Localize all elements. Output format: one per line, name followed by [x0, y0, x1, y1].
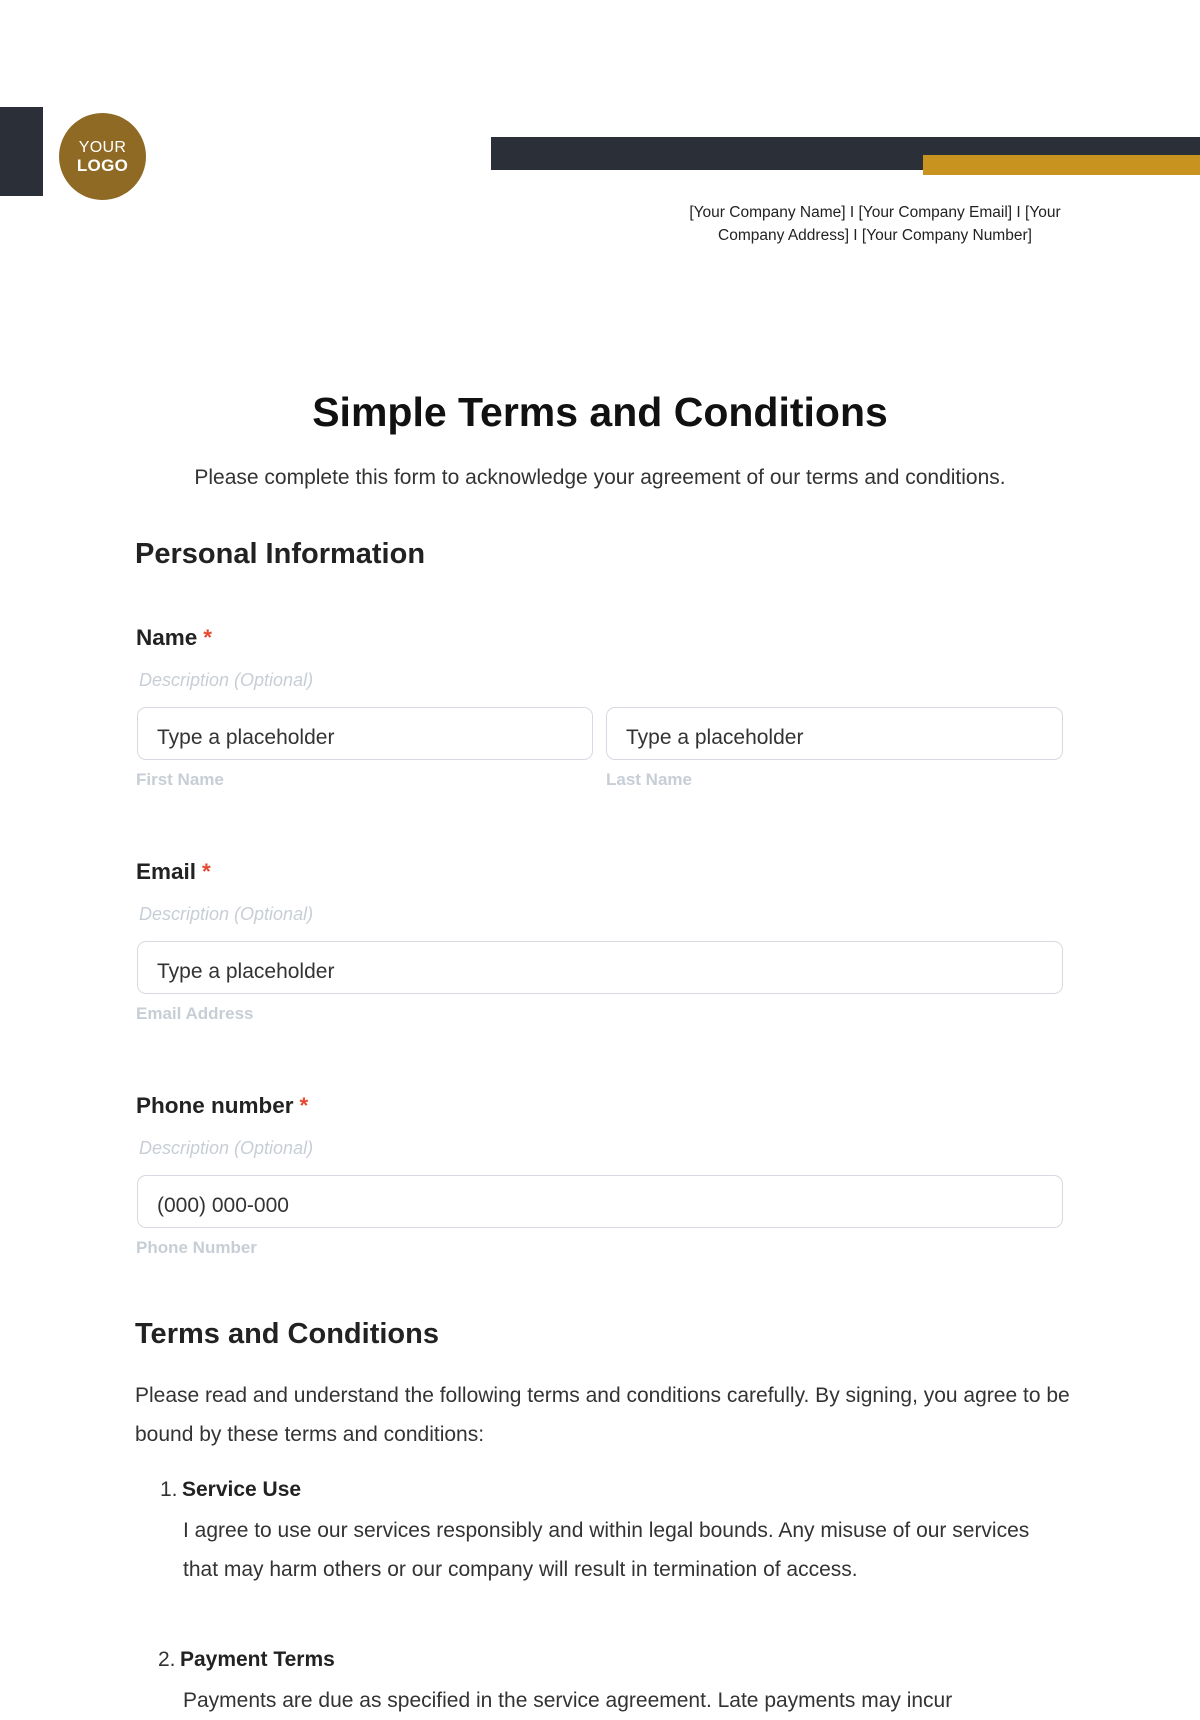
- name-label-text: Name: [136, 625, 198, 650]
- logo-line-1: YOUR: [78, 138, 127, 156]
- last-name-sub-label: Last Name: [606, 770, 692, 789]
- company-info: [Your Company Name] I [Your Company Email] I [Your Company Address] I [Your Company Number]: [689, 204, 1061, 244]
- header-gold-band: [923, 155, 1200, 175]
- header-left-bar: [0, 107, 43, 196]
- email-placeholder: Type a placeholder: [157, 960, 335, 983]
- terms-item-1-number: 1.: [160, 1478, 178, 1501]
- required-asterisk: *: [299, 1093, 309, 1118]
- phone-placeholder: (000) 000-000: [157, 1194, 289, 1217]
- phone-sub-label: Phone Number: [136, 1238, 257, 1257]
- terms-item-2-header: [158, 1648, 335, 1672]
- email-label-text: Email: [136, 859, 197, 884]
- email-label: [136, 859, 211, 885]
- email-description[interactable]: Description (Optional): [139, 904, 314, 924]
- required-asterisk: *: [203, 625, 213, 650]
- page-title: Simple Terms and Conditions: [312, 389, 888, 435]
- phone-description[interactable]: Description (Optional): [139, 1138, 314, 1158]
- terms-item-2-title: Payment Terms: [179, 1648, 335, 1671]
- required-asterisk: *: [202, 859, 211, 884]
- personal-info-heading: Personal Information: [135, 538, 426, 570]
- terms-item-2-number: 2.: [158, 1648, 176, 1671]
- last-name-input[interactable]: [606, 707, 1063, 760]
- company-logo: [59, 113, 146, 200]
- phone-label-text: Phone number: [136, 1093, 294, 1118]
- terms-intro: Please read and understand the following terms and conditions carefully. By signing, you agree to be bound by these terms and conditions:: [135, 1384, 1070, 1446]
- name-label: [136, 625, 212, 651]
- page-subtitle: Please complete this form to acknowledge your agreement of our terms and conditions.: [194, 466, 1006, 489]
- first-name-sub-label: First Name: [136, 770, 224, 789]
- terms-item-2-body: Payments are due as specified in the service agreement. Late payments may incur: [183, 1689, 953, 1712]
- logo-line-2: LOGO: [76, 155, 129, 175]
- phone-label: [136, 1093, 308, 1119]
- email-sub-label: Email Address: [136, 1004, 254, 1023]
- first-name-placeholder: Type a placeholder: [157, 726, 335, 749]
- first-name-input[interactable]: [137, 707, 593, 760]
- terms-item-1-title: Service Use: [181, 1478, 302, 1501]
- last-name-placeholder: Type a placeholder: [626, 726, 804, 749]
- terms-item-1-header: [160, 1478, 301, 1502]
- email-input[interactable]: [137, 941, 1063, 994]
- name-description[interactable]: Description (Optional): [139, 670, 314, 690]
- phone-input[interactable]: [137, 1175, 1063, 1228]
- terms-heading: Terms and Conditions: [135, 1318, 439, 1350]
- terms-item-1-body: I agree to use our services responsibly and within legal bounds. Any misuse of our services that may harm others or our company will result in termination of access.: [183, 1519, 1030, 1581]
